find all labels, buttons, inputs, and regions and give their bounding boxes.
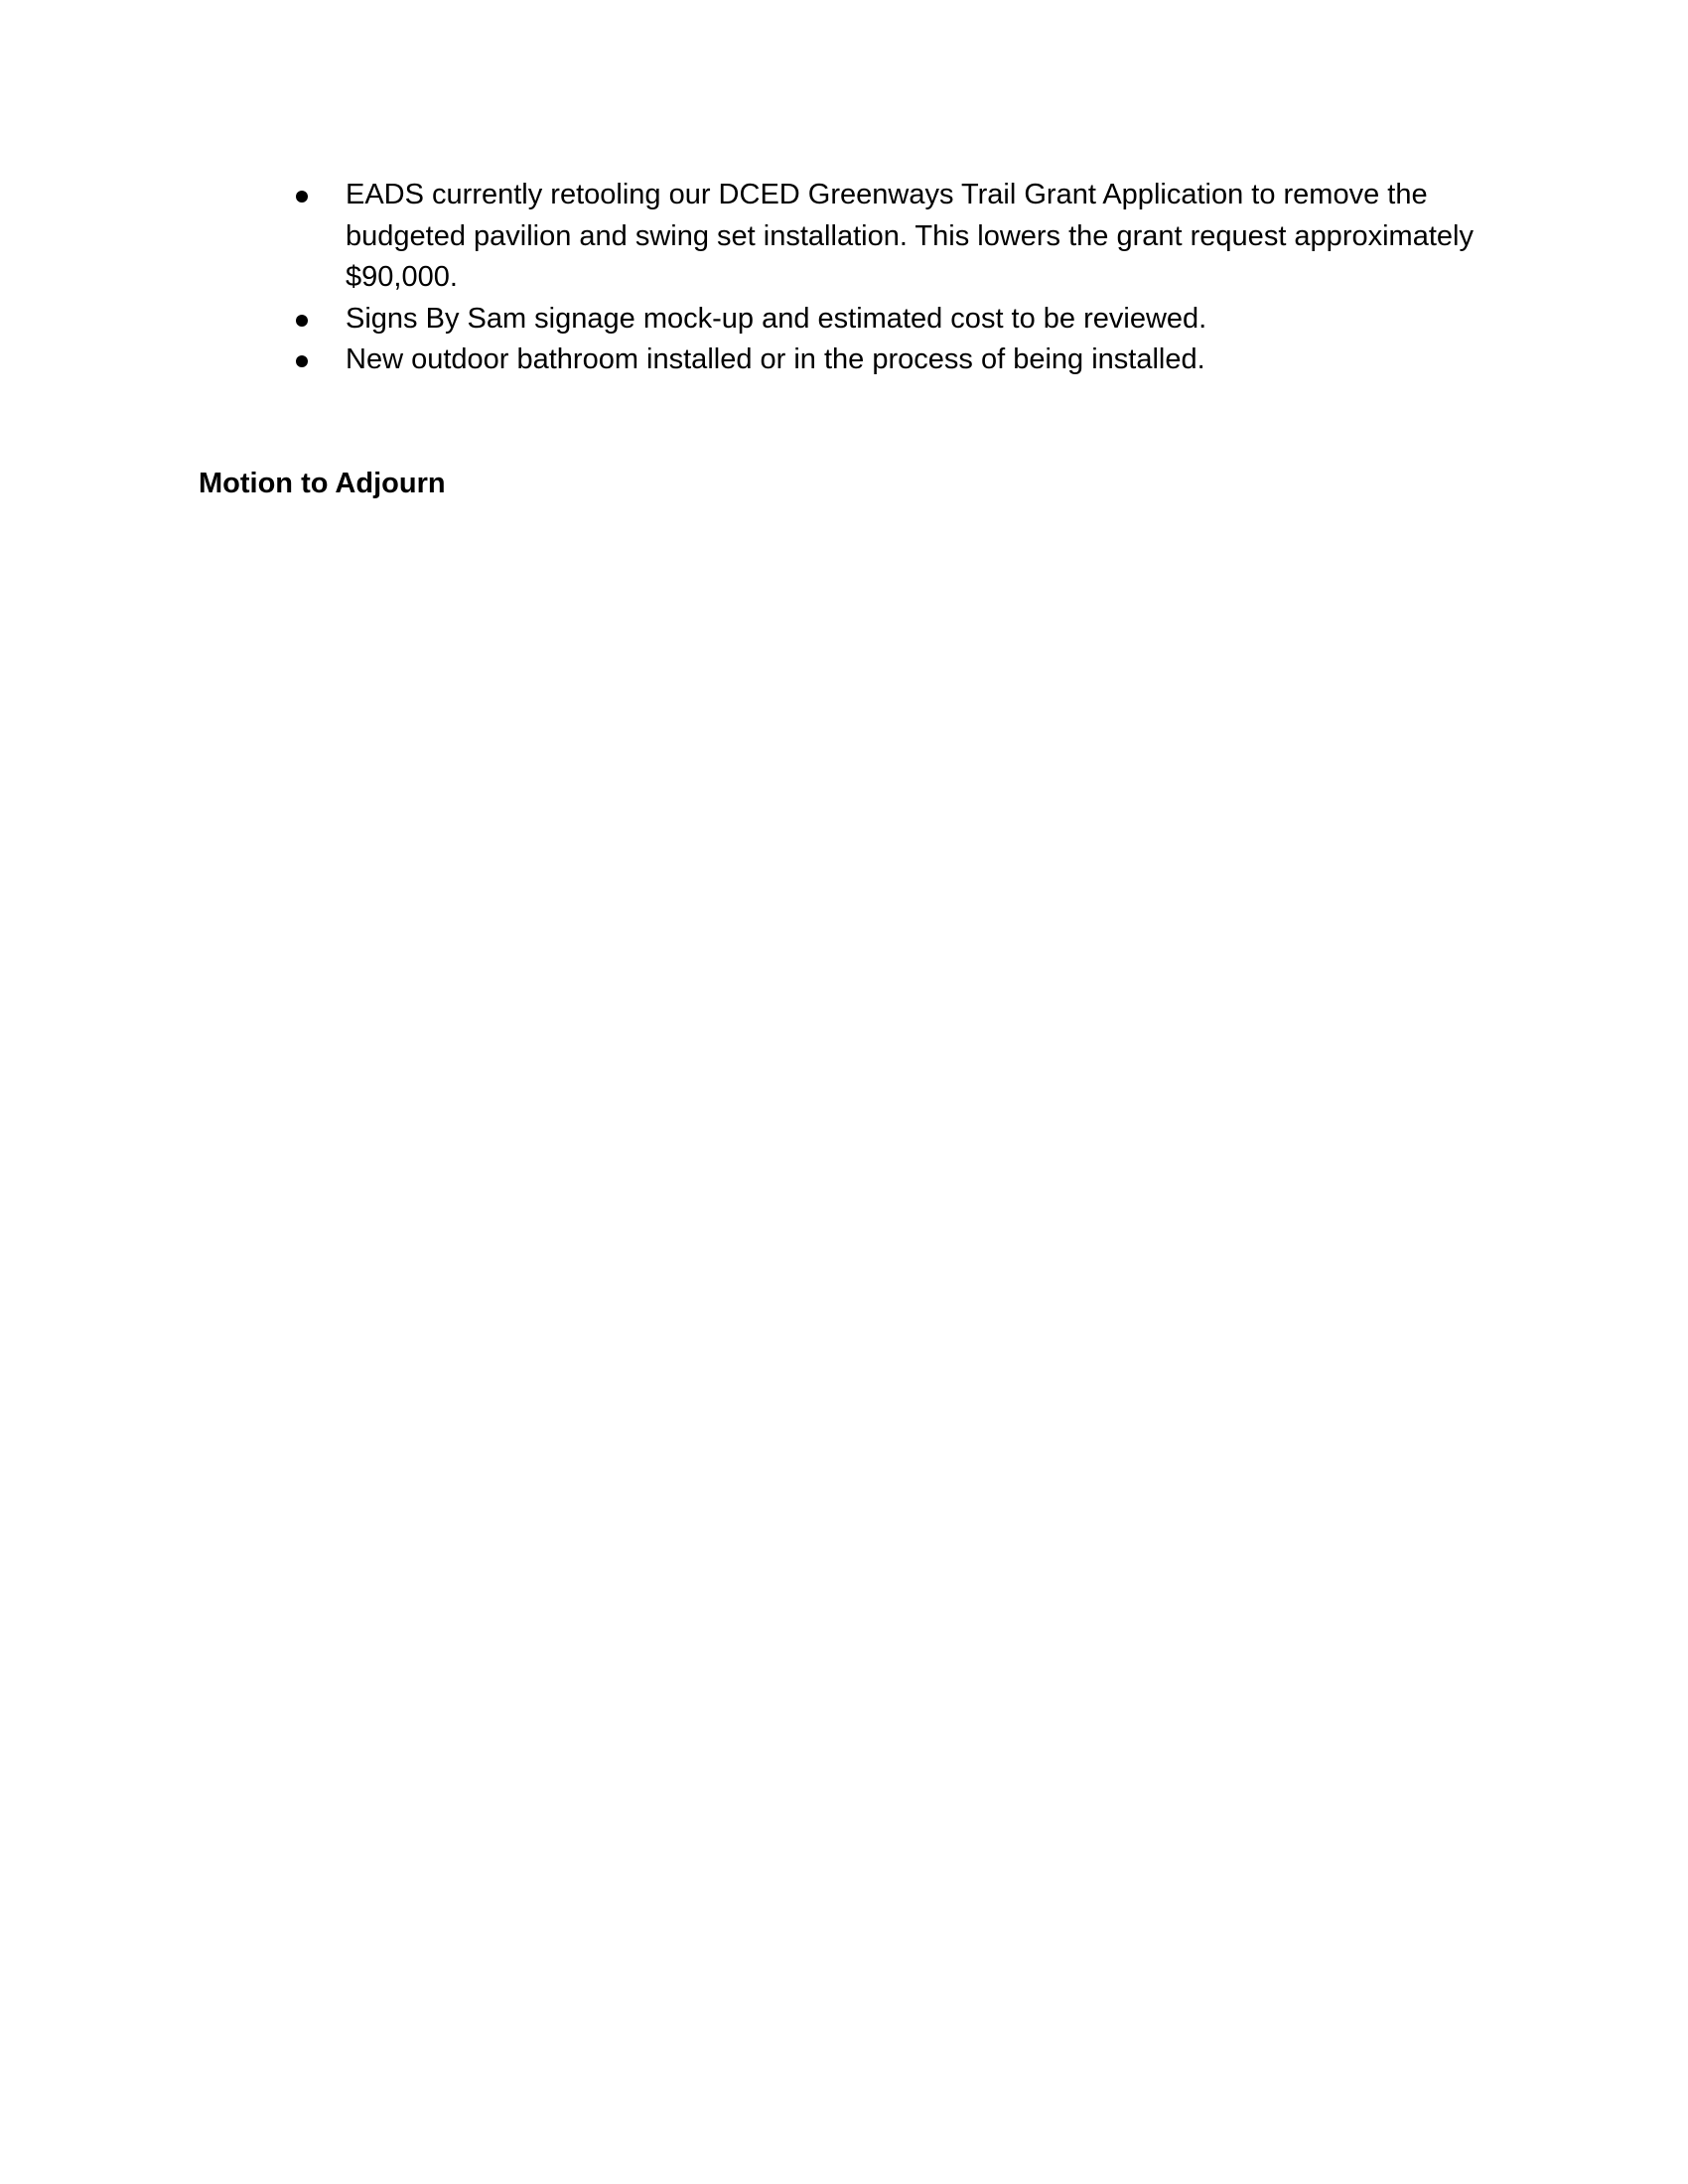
list-item-text: Signs By Sam signage mock-up and estimated cost to be reviewed. [346, 302, 1207, 335]
list-item-text: EADS currently retooling our DCED Greenways Trail Grant Application to remove the budgeted pavilion and swing set installation. This lowers the grant request approximately $90,000. [346, 179, 1474, 293]
bullet-icon [296, 191, 308, 203]
list-item [294, 340, 1485, 381]
list-item [294, 299, 1485, 341]
list-item [294, 175, 1485, 299]
bullet-icon [296, 315, 308, 327]
list-item-text: New outdoor bathroom installed or in the process of being installed. [346, 343, 1205, 375]
bullet-icon [296, 355, 308, 367]
section-heading: Motion to Adjourn [199, 468, 446, 499]
bullet-list [294, 175, 1485, 381]
